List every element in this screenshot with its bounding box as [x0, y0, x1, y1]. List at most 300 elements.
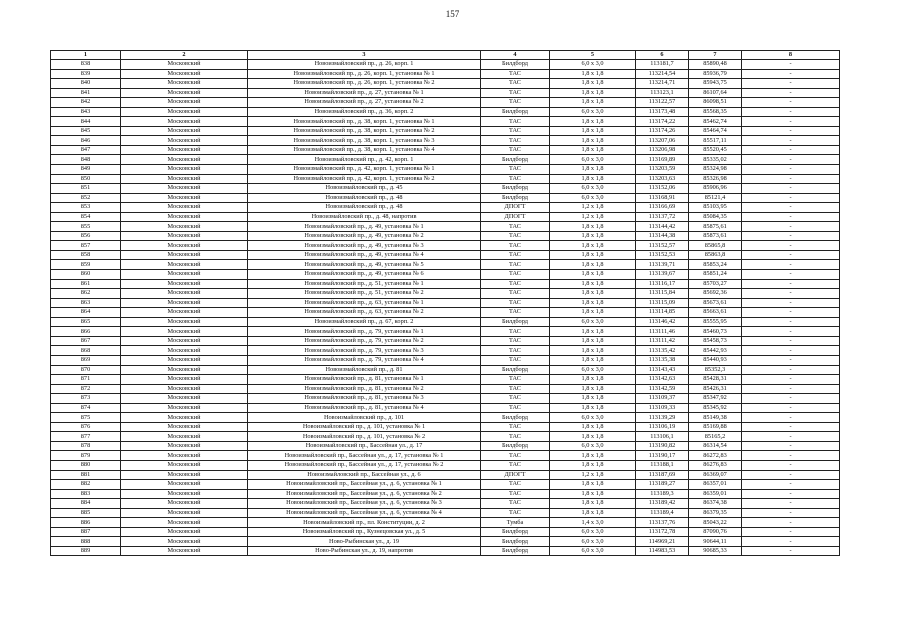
cell-district: Московский: [121, 260, 248, 270]
cell-size: 1,8 х 1,8: [550, 460, 636, 470]
cell-address: Новоизмайловский пр., д. 36, корп. 2: [248, 107, 481, 117]
cell-row-number: 851: [51, 184, 121, 194]
cell-coord-x: 113146,42: [636, 317, 689, 327]
cell-size: 1,8 х 1,8: [550, 117, 636, 127]
cell-coord-x: 113135,42: [636, 346, 689, 356]
column-header-6: 6: [636, 51, 689, 60]
cell-coord-y: 85428,31: [689, 375, 742, 385]
cell-construction-type: ТАС: [481, 327, 550, 337]
table-row: [51, 499, 840, 509]
cell-address: Новоизмайловский пр., д. 27, установка № 2: [248, 98, 481, 108]
cell-district: Московский: [121, 308, 248, 318]
cell-district: Московский: [121, 489, 248, 499]
cell-row-number: 853: [51, 203, 121, 213]
cell-size: 1,8 х 1,8: [550, 508, 636, 518]
cell-note: -: [742, 155, 840, 165]
cell-district: Московский: [121, 499, 248, 509]
cell-coord-x: 113188,1: [636, 460, 689, 470]
cell-address: Новоизмайловский пр., д. 81: [248, 365, 481, 375]
cell-address: Новоизмайловский пр., д. 81, установка № 1: [248, 375, 481, 385]
cell-row-number: 876: [51, 422, 121, 432]
cell-coord-y: 86379,35: [689, 508, 742, 518]
table-row: [51, 165, 840, 175]
cell-coord-y: 85936,79: [689, 69, 742, 79]
cell-note: -: [742, 145, 840, 155]
cell-size: 1,8 х 1,8: [550, 499, 636, 509]
cell-district: Московский: [121, 203, 248, 213]
table-row: [51, 69, 840, 79]
cell-address: Новоизмайловский пр., д. 101, установка № 2: [248, 432, 481, 442]
cell-address: Новоизмайловский пр., д. 81, установка № 3: [248, 394, 481, 404]
cell-construction-type: Билдборд: [481, 413, 550, 423]
table-row: [51, 270, 840, 280]
cell-construction-type: ТАС: [481, 336, 550, 346]
cell-row-number: 863: [51, 298, 121, 308]
cell-coord-y: 85851,24: [689, 270, 742, 280]
table-row: [51, 231, 840, 241]
cell-note: -: [742, 365, 840, 375]
cell-district: Московский: [121, 79, 248, 89]
cell-size: 6,0 х 3,0: [550, 546, 636, 556]
cell-address: Новоизмайловский пр., Бассейная ул., д. 6, установка № 1: [248, 480, 481, 490]
table-row: [51, 537, 840, 547]
table-row: [51, 279, 840, 289]
cell-address: Новоизмайловский пр., пл. Конституции, д. 2: [248, 518, 481, 528]
table-row: [51, 174, 840, 184]
cell-row-number: 879: [51, 451, 121, 461]
cell-coord-x: 113174,26: [636, 126, 689, 136]
cell-row-number: 872: [51, 384, 121, 394]
cell-coord-y: 85426,31: [689, 384, 742, 394]
cell-coord-y: 86369,07: [689, 470, 742, 480]
cell-note: -: [742, 422, 840, 432]
cell-note: -: [742, 203, 840, 213]
cell-coord-x: 113109,37: [636, 394, 689, 404]
cell-row-number: 843: [51, 107, 121, 117]
cell-construction-type: ТАС: [481, 174, 550, 184]
cell-district: Московский: [121, 413, 248, 423]
table-row: [51, 518, 840, 528]
cell-coord-x: 113181,7: [636, 60, 689, 70]
cell-size: 6,0 х 3,0: [550, 441, 636, 451]
cell-note: -: [742, 508, 840, 518]
cell-row-number: 838: [51, 60, 121, 70]
table-row: [51, 403, 840, 413]
cell-district: Московский: [121, 184, 248, 194]
cell-address: Новоизмайловский пр., д. 51, установка № 2: [248, 289, 481, 299]
cell-row-number: 881: [51, 470, 121, 480]
cell-district: Московский: [121, 279, 248, 289]
cell-row-number: 866: [51, 327, 121, 337]
cell-row-number: 861: [51, 279, 121, 289]
cell-size: 1,2 х 1,8: [550, 470, 636, 480]
cell-coord-x: 113135,38: [636, 355, 689, 365]
cell-coord-y: 85462,74: [689, 117, 742, 127]
cell-note: -: [742, 432, 840, 442]
cell-coord-x: 113137,72: [636, 212, 689, 222]
cell-coord-y: 85568,35: [689, 107, 742, 117]
cell-construction-type: ТАС: [481, 489, 550, 499]
table-row: [51, 212, 840, 222]
cell-row-number: 850: [51, 174, 121, 184]
cell-coord-y: 85943,75: [689, 79, 742, 89]
cell-address: Новоизмайловский пр., д. 27, установка № 1: [248, 88, 481, 98]
table-row: [51, 193, 840, 203]
cell-district: Московский: [121, 432, 248, 442]
cell-size: 1,8 х 1,8: [550, 375, 636, 385]
cell-coord-y: 85440,93: [689, 355, 742, 365]
cell-size: 6,0 х 3,0: [550, 527, 636, 537]
cell-row-number: 841: [51, 88, 121, 98]
cell-note: -: [742, 317, 840, 327]
cell-district: Московский: [121, 355, 248, 365]
cell-district: Московский: [121, 346, 248, 356]
table-row: [51, 336, 840, 346]
cell-coord-y: 85169,88: [689, 422, 742, 432]
table-row: [51, 145, 840, 155]
cell-coord-y: 85442,93: [689, 346, 742, 356]
cell-coord-y: 85692,36: [689, 289, 742, 299]
cell-district: Московский: [121, 480, 248, 490]
cell-coord-x: 113143,43: [636, 365, 689, 375]
cell-coord-y: 86357,01: [689, 480, 742, 490]
cell-coord-y: 86374,38: [689, 499, 742, 509]
cell-address: Новоизмайловский пр., д. 38, корп. 1, установка № 2: [248, 126, 481, 136]
cell-note: -: [742, 270, 840, 280]
table-row: [51, 441, 840, 451]
cell-coord-x: 113139,29: [636, 413, 689, 423]
cell-note: -: [742, 336, 840, 346]
cell-construction-type: ТАС: [481, 136, 550, 146]
cell-note: -: [742, 117, 840, 127]
cell-coord-y: 86359,01: [689, 489, 742, 499]
cell-coord-x: 113152,53: [636, 250, 689, 260]
cell-construction-type: ТАС: [481, 375, 550, 385]
cell-address: Новоизмайловский пр., д. 38, корп. 1, установка № 4: [248, 145, 481, 155]
cell-construction-type: ТАС: [481, 384, 550, 394]
cell-address: Новоизмайловский пр., Бассейная ул., д. 17, установка № 2: [248, 460, 481, 470]
cell-district: Московский: [121, 250, 248, 260]
cell-coord-x: 113203,59: [636, 165, 689, 175]
cell-size: 1,8 х 1,8: [550, 145, 636, 155]
cell-coord-x: 113111,42: [636, 336, 689, 346]
cell-construction-type: ТАС: [481, 298, 550, 308]
table-row: [51, 508, 840, 518]
cell-size: 1,8 х 1,8: [550, 174, 636, 184]
cell-construction-type: ТАС: [481, 499, 550, 509]
cell-coord-y: 85149,38: [689, 413, 742, 423]
cell-coord-x: 113139,67: [636, 270, 689, 280]
cell-construction-type: ТАС: [481, 79, 550, 89]
table-row: [51, 327, 840, 337]
cell-coord-y: 85347,92: [689, 394, 742, 404]
cell-size: 1,8 х 1,8: [550, 241, 636, 251]
cell-address: Новоизмайловский пр., Бассейная ул., д. 17, установка № 1: [248, 451, 481, 461]
cell-coord-y: 85663,61: [689, 308, 742, 318]
cell-address: Ново-Рыбинская ул., д. 19: [248, 537, 481, 547]
table-row: [51, 375, 840, 385]
cell-size: 1,2 х 1,8: [550, 212, 636, 222]
cell-district: Московский: [121, 298, 248, 308]
table-row: [51, 546, 840, 556]
cell-address: Новоизмайловский пр., д. 51, установка № 1: [248, 279, 481, 289]
cell-note: -: [742, 460, 840, 470]
cell-coord-x: 113206,98: [636, 145, 689, 155]
table-row: [51, 317, 840, 327]
table-row: [51, 117, 840, 127]
cell-size: 1,8 х 1,8: [550, 222, 636, 232]
cell-note: -: [742, 499, 840, 509]
cell-note: -: [742, 279, 840, 289]
cell-district: Московский: [121, 336, 248, 346]
table-row: [51, 413, 840, 423]
cell-coord-x: 113203,63: [636, 174, 689, 184]
cell-note: -: [742, 489, 840, 499]
cell-coord-x: 113139,71: [636, 260, 689, 270]
cell-construction-type: Билдборд: [481, 184, 550, 194]
cell-address: Новоизмайловский пр., д. 79, установка № 2: [248, 336, 481, 346]
table-row: [51, 79, 840, 89]
cell-construction-type: Билдборд: [481, 317, 550, 327]
cell-note: -: [742, 136, 840, 146]
cell-note: -: [742, 193, 840, 203]
cell-coord-x: 113123,1: [636, 88, 689, 98]
cell-construction-type: Тумба: [481, 518, 550, 528]
table-row: [51, 460, 840, 470]
cell-construction-type: ТАС: [481, 422, 550, 432]
cell-coord-x: 113190,82: [636, 441, 689, 451]
cell-note: -: [742, 107, 840, 117]
cell-district: Московский: [121, 470, 248, 480]
cell-coord-x: 113116,17: [636, 279, 689, 289]
cell-district: Московский: [121, 384, 248, 394]
cell-row-number: 848: [51, 155, 121, 165]
cell-construction-type: Билдборд: [481, 155, 550, 165]
cell-coord-x: 113144,42: [636, 222, 689, 232]
cell-coord-y: 85043,22: [689, 518, 742, 528]
table-row: [51, 98, 840, 108]
cell-row-number: 882: [51, 480, 121, 490]
cell-coord-y: 85084,35: [689, 212, 742, 222]
cell-row-number: 877: [51, 432, 121, 442]
cell-note: -: [742, 394, 840, 404]
cell-coord-y: 85335,02: [689, 155, 742, 165]
cell-coord-y: 85460,73: [689, 327, 742, 337]
cell-size: 1,8 х 1,8: [550, 480, 636, 490]
cell-address: Новоизмайловский пр., д. 38, корп. 1, установка № 3: [248, 136, 481, 146]
cell-coord-x: 113189,27: [636, 480, 689, 490]
table-row: [51, 107, 840, 117]
table-row: [51, 155, 840, 165]
cell-construction-type: ТАС: [481, 394, 550, 404]
cell-note: -: [742, 441, 840, 451]
cell-coord-x: 113189,42: [636, 499, 689, 509]
cell-address: Новоизмайловский пр., д. 42, корп. 1, установка № 2: [248, 174, 481, 184]
cell-coord-y: 85458,73: [689, 336, 742, 346]
cell-size: 6,0 х 3,0: [550, 155, 636, 165]
table-row: [51, 250, 840, 260]
cell-size: 1,8 х 1,8: [550, 327, 636, 337]
cell-note: -: [742, 126, 840, 136]
cell-note: -: [742, 98, 840, 108]
cell-construction-type: Билдборд: [481, 365, 550, 375]
cell-construction-type: ДПОГТ: [481, 470, 550, 480]
cell-district: Московский: [121, 98, 248, 108]
cell-size: 1,8 х 1,8: [550, 88, 636, 98]
cell-construction-type: ТАС: [481, 126, 550, 136]
cell-district: Московский: [121, 422, 248, 432]
cell-coord-x: 113152,57: [636, 241, 689, 251]
cell-size: 1,8 х 1,8: [550, 98, 636, 108]
cell-address: Новоизмайловский пр., д. 79, установка № 3: [248, 346, 481, 356]
cell-district: Московский: [121, 327, 248, 337]
cell-construction-type: ТАС: [481, 451, 550, 461]
cell-size: 1,8 х 1,8: [550, 69, 636, 79]
cell-note: -: [742, 384, 840, 394]
cell-address: Ново-Рыбинская ул., д. 19, напротив: [248, 546, 481, 556]
cell-coord-x: 113115,09: [636, 298, 689, 308]
cell-row-number: 869: [51, 355, 121, 365]
cell-address: Новоизмайловский пр., Бассейная ул., д. 6: [248, 470, 481, 480]
cell-district: Московский: [121, 241, 248, 251]
cell-construction-type: ТАС: [481, 508, 550, 518]
cell-row-number: 857: [51, 241, 121, 251]
cell-note: -: [742, 212, 840, 222]
cell-coord-x: 113173,48: [636, 107, 689, 117]
cell-address: Новоизмайловский пр., д. 67, корп. 2: [248, 317, 481, 327]
cell-note: -: [742, 79, 840, 89]
cell-district: Московский: [121, 145, 248, 155]
cell-district: Московский: [121, 546, 248, 556]
cell-coord-y: 90644,11: [689, 537, 742, 547]
cell-coord-y: 85352,3: [689, 365, 742, 375]
table-row: [51, 260, 840, 270]
cell-address: Новоизмайловский пр., Бассейная ул., д. 6, установка № 4: [248, 508, 481, 518]
table-row: [51, 241, 840, 251]
registry-table: [50, 50, 840, 556]
cell-district: Московский: [121, 375, 248, 385]
cell-coord-x: 113174,22: [636, 117, 689, 127]
cell-note: -: [742, 60, 840, 70]
cell-size: 1,8 х 1,8: [550, 451, 636, 461]
cell-district: Московский: [121, 537, 248, 547]
cell-address: Новоизмайловский пр., д. 49, установка № 5: [248, 260, 481, 270]
cell-coord-x: 113122,57: [636, 98, 689, 108]
cell-district: Московский: [121, 212, 248, 222]
page-number: 157: [445, 9, 460, 19]
cell-coord-y: 85165,2: [689, 432, 742, 442]
cell-size: 6,0 х 3,0: [550, 193, 636, 203]
cell-row-number: 867: [51, 336, 121, 346]
cell-row-number: 870: [51, 365, 121, 375]
cell-construction-type: ТАС: [481, 432, 550, 442]
cell-size: 1,8 х 1,8: [550, 126, 636, 136]
cell-construction-type: Билдборд: [481, 107, 550, 117]
table-row: [51, 289, 840, 299]
table-row: [51, 308, 840, 318]
column-header-3: 3: [248, 51, 481, 60]
cell-address: Новоизмайловский пр., д. 63, установка № 1: [248, 298, 481, 308]
cell-row-number: 864: [51, 308, 121, 318]
cell-coord-x: 113172,78: [636, 527, 689, 537]
cell-district: Московский: [121, 117, 248, 127]
cell-construction-type: ТАС: [481, 165, 550, 175]
cell-size: 1,8 х 1,8: [550, 279, 636, 289]
cell-address: Новоизмайловский пр., д. 48: [248, 193, 481, 203]
cell-row-number: 856: [51, 231, 121, 241]
cell-coord-x: 113166,69: [636, 203, 689, 213]
cell-size: 1,8 х 1,8: [550, 432, 636, 442]
cell-coord-y: 85906,96: [689, 184, 742, 194]
cell-district: Московский: [121, 136, 248, 146]
cell-coord-y: 85853,24: [689, 260, 742, 270]
cell-note: -: [742, 403, 840, 413]
cell-address: Новоизмайловский пр., д. 49, установка № 3: [248, 241, 481, 251]
cell-coord-y: 85673,61: [689, 298, 742, 308]
cell-note: -: [742, 527, 840, 537]
cell-note: -: [742, 165, 840, 175]
table-row: [51, 126, 840, 136]
cell-coord-x: 113114,85: [636, 308, 689, 318]
table-row: [51, 422, 840, 432]
cell-row-number: 862: [51, 289, 121, 299]
cell-construction-type: Билдборд: [481, 537, 550, 547]
cell-note: -: [742, 231, 840, 241]
cell-note: -: [742, 346, 840, 356]
cell-district: Московский: [121, 527, 248, 537]
table-row: [51, 451, 840, 461]
header-row: [51, 51, 840, 60]
cell-coord-x: 113168,91: [636, 193, 689, 203]
cell-district: Московский: [121, 508, 248, 518]
cell-row-number: 880: [51, 460, 121, 470]
cell-construction-type: ДПОГТ: [481, 203, 550, 213]
cell-size: 1,8 х 1,8: [550, 403, 636, 413]
cell-size: 1,8 х 1,8: [550, 289, 636, 299]
cell-coord-y: 85873,61: [689, 231, 742, 241]
cell-size: 1,8 х 1,8: [550, 384, 636, 394]
cell-row-number: 855: [51, 222, 121, 232]
table-row: [51, 184, 840, 194]
cell-row-number: 873: [51, 394, 121, 404]
cell-note: -: [742, 327, 840, 337]
cell-address: Новоизмайловский пр., д. 48: [248, 203, 481, 213]
table-row: [51, 527, 840, 537]
cell-construction-type: ТАС: [481, 355, 550, 365]
cell-construction-type: Билдборд: [481, 60, 550, 70]
cell-district: Московский: [121, 289, 248, 299]
cell-coord-y: 85875,61: [689, 222, 742, 232]
cell-construction-type: Билдборд: [481, 546, 550, 556]
cell-address: Новоизмайловский пр., Кузнецовская ул., д. 5: [248, 527, 481, 537]
cell-coord-y: 85121,4: [689, 193, 742, 203]
cell-coord-y: 85555,95: [689, 317, 742, 327]
cell-district: Московский: [121, 441, 248, 451]
cell-note: -: [742, 222, 840, 232]
cell-row-number: 885: [51, 508, 121, 518]
table-row: [51, 355, 840, 365]
cell-note: -: [742, 174, 840, 184]
column-header-8: 8: [742, 51, 840, 60]
cell-address: Новоизмайловский пр., д. 49, установка № 2: [248, 231, 481, 241]
table-row: [51, 88, 840, 98]
cell-coord-x: 113137,76: [636, 518, 689, 528]
table-row: [51, 222, 840, 232]
cell-row-number: 854: [51, 212, 121, 222]
cell-coord-x: 114969,21: [636, 537, 689, 547]
cell-size: 6,0 х 3,0: [550, 537, 636, 547]
cell-row-number: 888: [51, 537, 121, 547]
